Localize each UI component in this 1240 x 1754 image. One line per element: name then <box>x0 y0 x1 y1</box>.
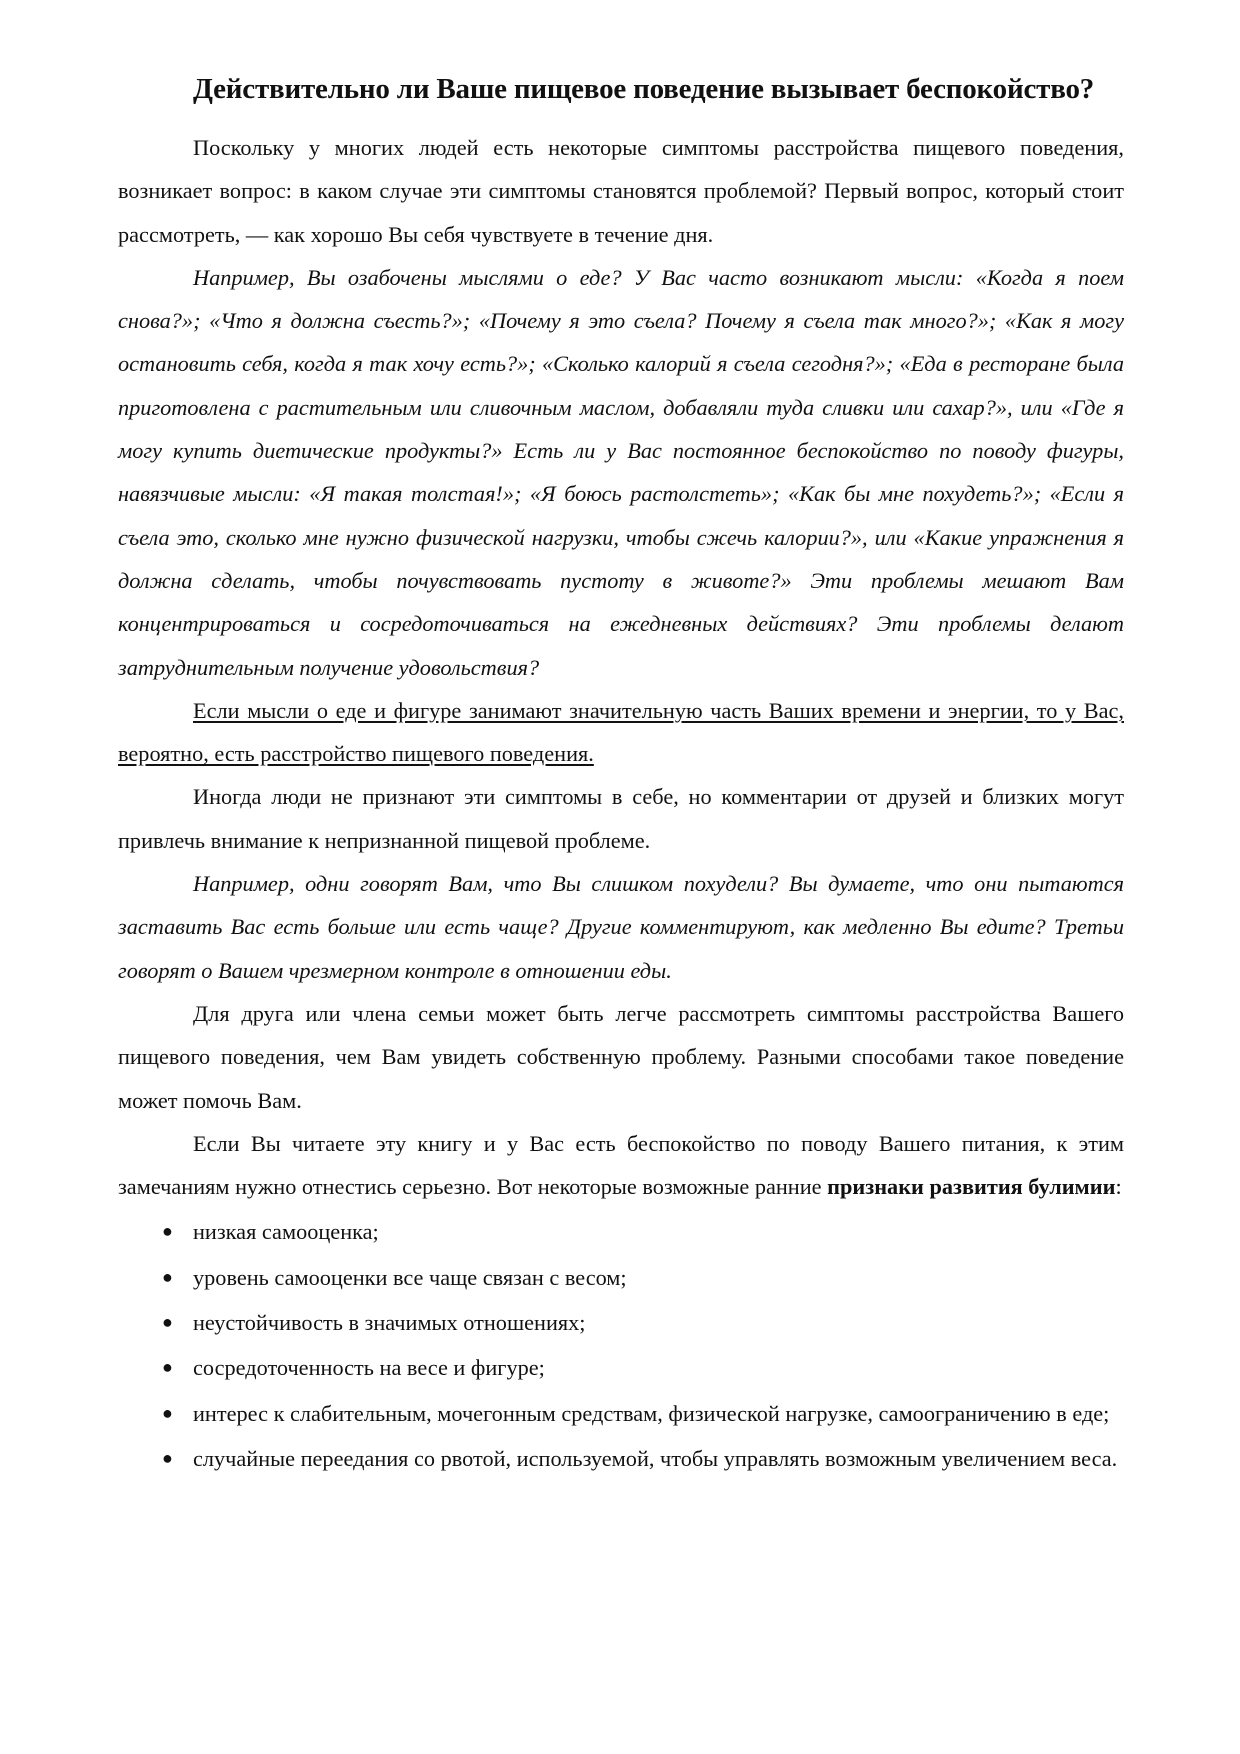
paragraph-recognition: Иногда люди не признают эти симптомы в себе, но комментарии от друзей и близких могут привлечь внимание к непризнанной пищевой проблеме. <box>118 784 1124 853</box>
list-item-text: случайные переедания со рвотой, используемой, чтобы управлять возможным увеличением веса. <box>193 1445 1118 1471</box>
list-item-text: интерес к слабительным, мочегонным средствам, физической нагрузке, самоограничению в еде; <box>193 1400 1110 1426</box>
page-title: Действительно ли Ваше пищевое поведение вызывает беспокойство? <box>193 73 1095 105</box>
list-item <box>118 1437 1124 1480</box>
bullet-icon: ● <box>162 1266 173 1287</box>
underlined-statement: Если мысли о еде и фигуре занимают значительную часть Ваших времени и энергии, то у Вас, вероятно, есть расстройство пищевого поведения. <box>118 697 1124 767</box>
paragraph-family-help: Для друга или члена семьи может быть легче рассмотреть симптомы расстройства Вашего пищевого поведения, чем Вам увидеть собственную проблему. Разными способами такое поведение может помочь Вам. <box>118 1000 1124 1113</box>
list-item <box>118 1392 1124 1435</box>
bullet-icon: ● <box>162 1447 173 1468</box>
signs-intro-colon: : <box>1115 1174 1122 1200</box>
paragraph-key-statement <box>118 689 1124 776</box>
list-item <box>118 1210 1124 1253</box>
document-page <box>118 52 1124 1480</box>
paragraph-example-thoughts: Например, Вы озабочены мыслями о еде? У Вас часто возникают мысли: «Когда я поем снова?»; «Что я должна съесть?»; «Почему я это съела? Почему я съела так много?»; «Как я могу остановить себя, когда я так хочу есть?»; «Сколько калорий я съела сегодня?»; «Еда в ресторане была приготовлена с растительным или сливочным маслом, добавляли туда сливки или сахар?», или «Где я могу купить диетические продукты?» Есть ли у Вас постоянное беспокойство по поводу фигуры, навязчивые мысли: «Я такая толстая!»; «Я боюсь растолстеть»; «Как бы мне похудеть?»; «Если я съела это, сколько мне нужно физической нагрузки, чтобы сжечь калории?», или «Какие упражнения я должна сделать, чтобы почувствовать пустоту в животе?» Эти проблемы мешают Вам концентрироваться и сосредоточиваться на ежедневных действиях? Эти проблемы делают затруднительным получение удовольствия? <box>118 264 1124 680</box>
bullet-icon: ● <box>162 1221 173 1242</box>
bulimia-signs-list <box>118 1210 1124 1480</box>
list-item-text: сосредоточенность на весе и фигуре; <box>193 1355 545 1381</box>
bullet-icon: ● <box>162 1357 173 1378</box>
list-item-text: низкая самооценка; <box>193 1219 379 1245</box>
signs-intro-text: Если Вы читаете эту книгу и у Вас есть беспокойство по поводу Вашего питания, к этим замечаниям нужно отнестись серьезно. Вот некоторые возможные ранние <box>118 1130 1124 1200</box>
bullet-icon: ● <box>162 1312 173 1333</box>
signs-intro-bold: признаки развития булимии <box>827 1174 1116 1200</box>
paragraph-signs-intro <box>118 1122 1124 1209</box>
paragraph-intro: Поскольку у многих людей есть некоторые симптомы расстройства пищевого поведения, возникает вопрос: в каком случае эти симптомы становятся проблемой? Первый вопрос, который стоит рассмотреть, — как хорошо Вы себя чувствуете в течение дня. <box>118 135 1124 247</box>
list-item <box>118 1301 1124 1344</box>
list-item <box>118 1346 1124 1389</box>
bullet-icon: ● <box>162 1402 173 1423</box>
list-item-text: неустойчивость в значимых отношениях; <box>193 1310 586 1336</box>
list-item-text: уровень самооценки все чаще связан с весом; <box>193 1264 627 1290</box>
list-item <box>118 1256 1124 1299</box>
paragraph-example-comments: Например, одни говорят Вам, что Вы слишком похудели? Вы думаете, что они пытаются заставить Вас есть больше или есть чаще? Другие комментируют, как медленно Вы едите? Третьи говорят о Вашем чрезмерном контроле в отношении еды. <box>118 871 1124 983</box>
